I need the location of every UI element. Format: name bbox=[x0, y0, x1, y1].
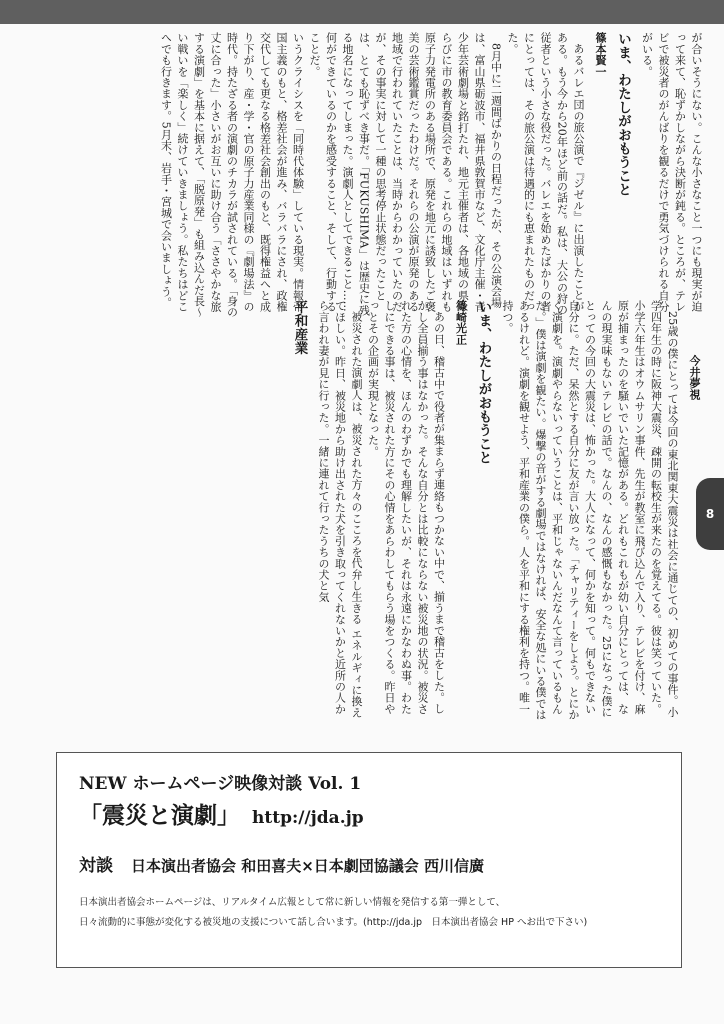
paragraph: いうクライシスを「同時代体験」している現実。情報帝国主義のもと、格差社会が進み、バラバラにされ、政権交代しても更なる格差社会創出のもと、既得権益へと成り下がり、産・学・官の原子力産業同様の『劇場法』の時代。持たざる者の演劇のチカラが試されている。「身の丈に合った」小さいがお互いに助け合う「ささやかな旅する演劇」を基本に据えて、「脱原発」も組み込んだ長～い戦いを「楽しく」続けていきましょう。私たちはどこへでも行きます。5月末、岩手・宮城で会いましょう。 bbox=[159, 32, 305, 318]
banner-title-line bbox=[79, 797, 364, 830]
taidan-label: 対談 bbox=[79, 856, 113, 876]
banner-url-link[interactable]: http://jda.jp bbox=[252, 808, 364, 828]
banner-participants-line bbox=[79, 851, 484, 876]
paragraph: 被災された演劇人は、被災された方々のこころを代弁し生きる エネルギィに換えてほしい。昨日、被災地から助け出された犬を引き取ってくれないかと近所の人から言われ妻が見に行った。一緒に連れて行ったうちの犬と気 bbox=[317, 300, 363, 718]
paragraph: あるバレエ団の旅公演で『ジゼル』に出演したことがある。もう今から20年ほど前の話だ。私は、大公の狩の従者という小さな役だった。バレエを始めたばかりの者にとっては、その旅公演は待遇的にも恵まれたものだった。 bbox=[506, 32, 585, 316]
paragraph: あの日、稽古中で役者が集まらず連絡もつかない中で、揃うまで稽古をした。しかし全員揃う事はなかった。そんな自分とは比較にならない被災地の状況。被災された方の心情を、ほんのわずかでも理解したいが、それは永遠にかなわぬ事。わたしにできる事は、被災された方にその心情をあらわしてもらう場をつくる。昨日やっとその企画が実現となった。 bbox=[366, 300, 446, 715]
lower-tier bbox=[34, 300, 704, 724]
page-number: 8 bbox=[705, 507, 715, 521]
description-line: 日本演出者協会ホームページは、リアルタイム広報として常に新しい情報を発信する第一弾として、 bbox=[79, 897, 506, 908]
participants: 日本演出者協会 和田喜夫×日本劇団協議会 西川信廣 bbox=[131, 857, 485, 875]
upper-tier bbox=[34, 32, 704, 318]
article-body bbox=[34, 32, 704, 722]
top-header-bar bbox=[0, 0, 724, 24]
lower-tier-text bbox=[34, 300, 704, 724]
banner-description bbox=[79, 893, 669, 933]
banner-series-line: NEW ホームページ映像対談 Vol. 1 bbox=[79, 774, 362, 794]
author-name: 篠本賢一 bbox=[594, 32, 607, 77]
author-name: 篠崎光正 bbox=[454, 300, 468, 345]
paragraph: 8月中に二週間ばかりの日程だったが、その公演会場は、富山県砺波市、福井県敦賀市など、文化庁主催・青少年芸術劇場と銘打たれ、地元主催者は、各地域の県ならびに市の教育委員会である。これらの地域はいずれも原子力発電所のある場所で、原発を地元に誘致したご褒美の芸術鑑賞だったわけだ。それらの公演が原発のある地域で行われていたことは、当時からわかっていたのだが、その事実に対して一種の思考停止状態だったことは、とても恥ずべき事だ。「FUKUSHIMA」は歴史に残る地名になってしまった。演劇人としてできること……何ができているのかを感受すること、そして、行動することだ。 bbox=[308, 32, 503, 316]
video-dialogue-banner bbox=[56, 752, 682, 968]
description-line: 日々流動的に事態が変化する被災地の支援について話し合います。(http://jda.jp 日本演出者協会 HP へお出で下さい) bbox=[79, 917, 588, 928]
upper-continuation: が合いそうにない。こんな小さなこと一つにも現実が迫って来て、恥ずかしながら決断が鈍る。ところが、テレビで被災者のがんばりを観るだけで勇気づけられる自分がいる。 bbox=[640, 32, 703, 312]
author-name: 今井夢視 bbox=[688, 355, 701, 400]
paragraph: 25歳の僕にとっては今回の東北関東大震災は社会に通じての、初めての事件。小学四年生の時に阪神大震災、疎開の転校生が来たのを覚えてる。彼は笑っていた。小学六年生はオウムサリン事件、先生が教室に飛び込んで入り、テレビを付け、麻原が捕まったのを騒いでいた記憶がある。どれもこれもが幼い自分にとっては、なんの現実味もないテレビの話で。なんの、なんの感慨もなかった。25になった僕にとっての今回の大震災は、怖かった。大人になって、何かを知って。何もできない自分に。ただ、呆然とする自分に友が言い放った。「チャリティーをしよう。とにかく演劇を。演劇やらないっていうことは、平和じゃないんだなんて言っているもんだ。」僕は演劇を観たい。爆撃の音がする劇場ではなければ、安全な処にいる僕ではあるけれど。演劇を観せよう、平和産業の僕ら。人を平和にする権利を持つ。唯一持つ。 bbox=[501, 300, 679, 721]
banner-title: 「震災と演劇」 bbox=[79, 802, 240, 829]
upper-tier-text bbox=[34, 32, 704, 318]
section-heading: 平和産業 bbox=[291, 300, 308, 355]
section-heading: いま、わたしがおもうこと bbox=[615, 32, 631, 197]
section-heading: いま、わたしがおもうこと bbox=[475, 300, 492, 465]
